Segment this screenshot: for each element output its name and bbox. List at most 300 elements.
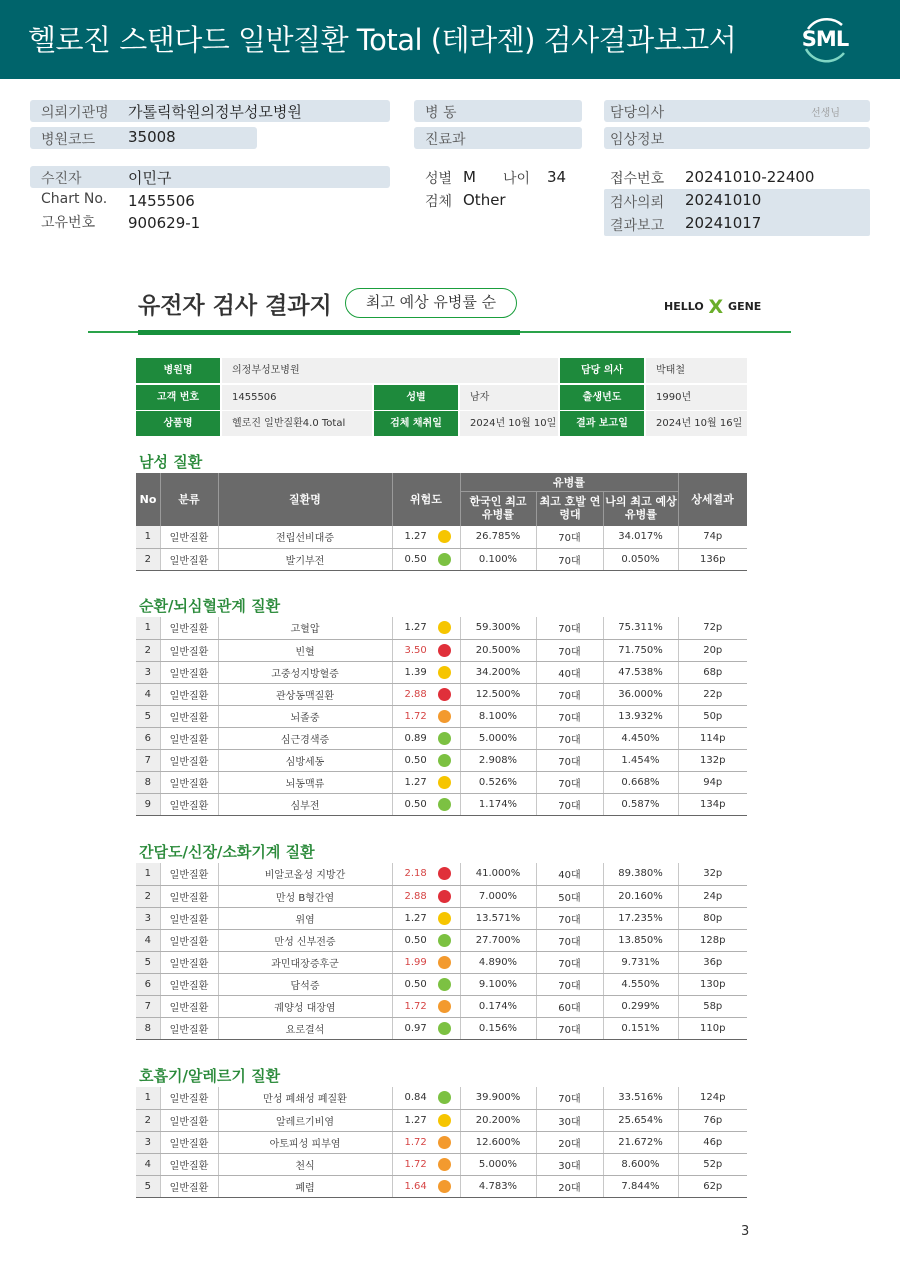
cell-korean-max: 13.571% (460, 907, 536, 929)
risk-level-green-icon (438, 1091, 451, 1104)
sml-logo-text: SML (801, 27, 849, 51)
title-rule-accent (138, 330, 520, 335)
risk-level-yellow-icon (438, 912, 451, 925)
cell-no: 6 (136, 973, 160, 995)
table-row (136, 995, 747, 1017)
risk-value: 0.50 (404, 934, 427, 946)
cell-detail-page: 62p (678, 1175, 747, 1197)
result-table-header (136, 473, 747, 526)
table-row (136, 929, 747, 951)
cell-peak-age: 70대 (536, 907, 603, 929)
cell-risk (392, 617, 460, 639)
table-row (136, 749, 747, 771)
risk-value: 2.88 (404, 688, 427, 700)
doctor-label: 담당의사 (610, 105, 665, 121)
cell-my-max: 33.516% (603, 1087, 678, 1109)
risk-value: 0.50 (404, 553, 427, 565)
cell-disease: 고중성지방혈증 (218, 661, 392, 683)
cell-risk (392, 951, 460, 973)
digestive-disease-table (136, 863, 747, 1040)
department-label: 진료과 (425, 132, 466, 148)
info-hospital-label: 병원명 (136, 358, 220, 383)
cell-category: 일반질환 (160, 995, 218, 1017)
cell-no: 4 (136, 1153, 160, 1175)
cell-my-max: 0.151% (603, 1017, 678, 1039)
sex-label: 성별 (425, 171, 453, 187)
cell-my-max: 20.160% (603, 885, 678, 907)
cell-detail-page: 114p (678, 727, 747, 749)
cell-no: 7 (136, 749, 160, 771)
risk-value: 1.27 (404, 531, 427, 543)
cell-detail-page: 68p (678, 661, 747, 683)
cell-korean-max: 34.200% (460, 661, 536, 683)
cell-detail-page: 134p (678, 793, 747, 815)
risk-value: 0.89 (404, 732, 427, 744)
table-row (136, 639, 747, 661)
cell-my-max: 13.932% (603, 705, 678, 727)
unique-no-label: 고유번호 (41, 215, 96, 231)
cell-detail-page: 136p (678, 548, 747, 570)
cell-peak-age: 70대 (536, 548, 603, 570)
table-row (136, 1017, 747, 1039)
cell-korean-max: 26.785% (460, 526, 536, 548)
info-customer-no-value: 1455506 (222, 385, 372, 410)
cell-no: 4 (136, 929, 160, 951)
risk-level-green-icon (438, 553, 451, 566)
cell-category: 일반질환 (160, 526, 218, 548)
cell-category: 일반질환 (160, 1109, 218, 1131)
chart-no-value: 1455506 (128, 192, 195, 210)
info-product-value: 헬로진 일반질환4.0 Total (222, 411, 372, 436)
cell-korean-max: 5.000% (460, 727, 536, 749)
cell-risk (392, 548, 460, 570)
header-my-max: 나의 최고 예상 유병률 (605, 495, 677, 521)
risk-level-yellow-icon (438, 666, 451, 679)
info-sampling-value: 2024년 10월 10일 (460, 411, 558, 436)
cell-disease: 만성 신부전증 (218, 929, 392, 951)
patient-field (30, 166, 390, 188)
cell-my-max: 0.050% (603, 548, 678, 570)
cell-no: 2 (136, 885, 160, 907)
risk-level-red-icon (438, 644, 451, 657)
cell-category: 일반질환 (160, 548, 218, 570)
cell-category: 일반질환 (160, 1131, 218, 1153)
result-report-value: 20241017 (685, 214, 762, 232)
cell-korean-max: 12.600% (460, 1131, 536, 1153)
reception-no-label: 접수번호 (610, 171, 665, 187)
cell-detail-page: 124p (678, 1087, 747, 1109)
hellogene-logo-right: GENE (728, 300, 762, 313)
table-row (136, 951, 747, 973)
cell-risk (392, 793, 460, 815)
cell-peak-age: 40대 (536, 661, 603, 683)
risk-level-yellow-icon (438, 621, 451, 634)
institution-field (30, 100, 390, 122)
cell-peak-age: 30대 (536, 1109, 603, 1131)
risk-value: 1.27 (404, 776, 427, 788)
report-title: 헬로진 스탠다드 일반질환 Total (테라젠) 검사결과보고서 (28, 23, 737, 57)
info-sex-label: 성별 (374, 385, 458, 410)
cell-korean-max: 20.200% (460, 1109, 536, 1131)
cell-detail-page: 130p (678, 973, 747, 995)
header-no: No (139, 493, 157, 506)
cell-disease: 심부전 (218, 793, 392, 815)
cell-risk (392, 1175, 460, 1197)
cell-my-max: 0.299% (603, 995, 678, 1017)
hellogene-x-icon: X (708, 296, 724, 318)
table-row (136, 526, 747, 548)
cell-category: 일반질환 (160, 907, 218, 929)
risk-value: 3.50 (404, 644, 427, 656)
risk-value: 1.72 (404, 1158, 427, 1170)
dates-field (604, 189, 870, 236)
table-row (136, 793, 747, 815)
cell-risk (392, 929, 460, 951)
hospital-code-field (30, 127, 257, 149)
cell-risk (392, 683, 460, 705)
risk-level-yellow-icon (438, 776, 451, 789)
cell-korean-max: 27.700% (460, 929, 536, 951)
risk-value: 1.39 (404, 666, 427, 678)
institution-label: 의뢰기관명 (41, 105, 109, 121)
cell-my-max: 1.454% (603, 749, 678, 771)
info-table (136, 358, 747, 436)
info-doctor-value: 박태철 (646, 358, 747, 383)
department-field (414, 127, 582, 149)
cell-category: 일반질환 (160, 727, 218, 749)
cell-korean-max: 0.100% (460, 548, 536, 570)
cell-peak-age: 50대 (536, 885, 603, 907)
info-birth-label: 출생년도 (560, 385, 644, 410)
cell-peak-age: 70대 (536, 973, 603, 995)
cell-my-max: 7.844% (603, 1175, 678, 1197)
hospital-code-label: 병원코드 (41, 132, 96, 148)
cell-peak-age: 70대 (536, 929, 603, 951)
cell-no: 1 (136, 863, 160, 885)
header-prevalence: 유병률 (553, 476, 585, 489)
cell-no: 5 (136, 951, 160, 973)
header-korean-max: 한국인 최고 유병률 (469, 495, 527, 521)
cell-peak-age: 70대 (536, 951, 603, 973)
table-row (136, 885, 747, 907)
risk-level-orange-icon (438, 956, 451, 969)
cell-my-max: 21.672% (603, 1131, 678, 1153)
patient-value: 이민구 (128, 169, 172, 187)
section-title-circulatory: 순환/뇌심혈관계 질환 (139, 597, 281, 615)
cell-disease: 관상동맥질환 (218, 683, 392, 705)
risk-level-orange-icon (438, 1180, 451, 1193)
cell-disease: 뇌졸중 (218, 705, 392, 727)
risk-level-yellow-icon (438, 530, 451, 543)
cell-no: 1 (136, 526, 160, 548)
cell-risk (392, 749, 460, 771)
risk-level-red-icon (438, 688, 451, 701)
risk-value: 0.50 (404, 798, 427, 810)
cell-risk (392, 639, 460, 661)
table-row (136, 617, 747, 639)
cell-category: 일반질환 (160, 929, 218, 951)
cell-peak-age: 70대 (536, 771, 603, 793)
risk-value: 1.72 (404, 1136, 427, 1148)
cell-my-max: 13.850% (603, 929, 678, 951)
risk-value: 1.27 (404, 1114, 427, 1126)
risk-value: 1.27 (404, 912, 427, 924)
info-hospital-value: 의정부성모병원 (222, 358, 558, 383)
cell-disease: 심근경색증 (218, 727, 392, 749)
risk-level-red-icon (438, 890, 451, 903)
table-row (136, 661, 747, 683)
cell-detail-page: 94p (678, 771, 747, 793)
cell-category: 일반질환 (160, 885, 218, 907)
cell-no: 9 (136, 793, 160, 815)
cell-category: 일반질환 (160, 1087, 218, 1109)
cell-detail-page: 80p (678, 907, 747, 929)
cell-no: 8 (136, 771, 160, 793)
hellogene-logo (664, 296, 761, 318)
cell-my-max: 36.000% (603, 683, 678, 705)
risk-level-orange-icon (438, 710, 451, 723)
risk-level-green-icon (438, 1022, 451, 1035)
cell-risk (392, 1131, 460, 1153)
cell-no: 5 (136, 1175, 160, 1197)
cell-my-max: 4.450% (603, 727, 678, 749)
cell-disease: 요로결석 (218, 1017, 392, 1039)
table-row (136, 727, 747, 749)
risk-value: 1.64 (404, 1180, 427, 1192)
cell-peak-age: 70대 (536, 749, 603, 771)
table-row (136, 1175, 747, 1197)
cell-korean-max: 8.100% (460, 705, 536, 727)
cell-disease: 만성 폐쇄성 폐질환 (218, 1087, 392, 1109)
table-row (136, 683, 747, 705)
cell-peak-age: 70대 (536, 1017, 603, 1039)
info-report-label: 결과 보고일 (560, 411, 644, 436)
cell-no: 4 (136, 683, 160, 705)
table-row (136, 1153, 747, 1175)
cell-peak-age: 20대 (536, 1175, 603, 1197)
cell-korean-max: 0.156% (460, 1017, 536, 1039)
doctor-field (604, 100, 870, 122)
cell-category: 일반질환 (160, 1153, 218, 1175)
cell-korean-max: 0.174% (460, 995, 536, 1017)
specimen-value: Other (463, 191, 506, 209)
risk-level-orange-icon (438, 1136, 451, 1149)
risk-level-green-icon (438, 732, 451, 745)
cell-peak-age: 70대 (536, 639, 603, 661)
risk-value: 0.84 (404, 1092, 427, 1104)
male-disease-table (136, 526, 747, 571)
cell-peak-age: 70대 (536, 683, 603, 705)
risk-value: 0.50 (404, 754, 427, 766)
cell-my-max: 89.380% (603, 863, 678, 885)
risk-level-red-icon (438, 867, 451, 880)
cell-risk (392, 863, 460, 885)
sheet-title: 유전자 검사 결과지 (138, 293, 332, 319)
cell-category: 일반질환 (160, 661, 218, 683)
result-report-label: 결과보고 (610, 218, 665, 234)
risk-level-green-icon (438, 934, 451, 947)
cell-category: 일반질환 (160, 793, 218, 815)
specimen-label: 검체 (425, 194, 453, 210)
risk-value: 1.99 (404, 956, 427, 968)
cell-detail-page: 58p (678, 995, 747, 1017)
cell-risk (392, 705, 460, 727)
cell-korean-max: 39.900% (460, 1087, 536, 1109)
cell-no: 3 (136, 907, 160, 929)
cell-korean-max: 4.783% (460, 1175, 536, 1197)
cell-risk (392, 973, 460, 995)
info-doctor-label: 담당 의사 (560, 358, 644, 383)
cell-korean-max: 20.500% (460, 639, 536, 661)
cell-my-max: 75.311% (603, 617, 678, 639)
info-sex-value: 남자 (460, 385, 558, 410)
risk-level-orange-icon (438, 1000, 451, 1013)
clinical-info-label: 임상정보 (610, 132, 665, 148)
unique-no-value: 900629-1 (128, 214, 201, 232)
test-request-value: 20241010 (685, 191, 762, 209)
cell-category: 일반질환 (160, 705, 218, 727)
risk-value: 2.88 (404, 890, 427, 902)
cell-no: 3 (136, 1131, 160, 1153)
cell-disease: 천식 (218, 1153, 392, 1175)
cell-no: 8 (136, 1017, 160, 1039)
info-customer-no-label: 고객 번호 (136, 385, 220, 410)
test-request-label: 검사의뢰 (610, 195, 665, 211)
cell-category: 일반질환 (160, 951, 218, 973)
risk-value: 0.50 (404, 978, 427, 990)
cell-disease: 심방세동 (218, 749, 392, 771)
doctor-suffix: 선생님 (811, 108, 840, 119)
cell-korean-max: 4.890% (460, 951, 536, 973)
cell-no: 5 (136, 705, 160, 727)
table-row (136, 863, 747, 885)
header-risk: 위험도 (410, 493, 442, 506)
cell-no: 6 (136, 727, 160, 749)
header-divider (603, 491, 604, 526)
risk-value: 1.72 (404, 1000, 427, 1012)
cell-disease: 담석증 (218, 973, 392, 995)
cell-korean-max: 59.300% (460, 617, 536, 639)
cell-disease: 뇌동맥류 (218, 771, 392, 793)
cell-no: 1 (136, 1087, 160, 1109)
risk-level-orange-icon (438, 1158, 451, 1171)
sort-pill: 최고 예상 유병률 순 (345, 288, 517, 318)
clinical-info-field (604, 127, 870, 149)
sml-logo (798, 13, 852, 67)
cell-peak-age: 70대 (536, 727, 603, 749)
risk-level-green-icon (438, 978, 451, 991)
cell-category: 일반질환 (160, 771, 218, 793)
cell-peak-age: 70대 (536, 793, 603, 815)
table-row (136, 548, 747, 570)
ward-label: 병 동 (425, 105, 457, 121)
cell-category: 일반질환 (160, 973, 218, 995)
cell-peak-age: 70대 (536, 705, 603, 727)
cell-korean-max: 1.174% (460, 793, 536, 815)
cell-disease: 과민대장증후군 (218, 951, 392, 973)
cell-peak-age: 70대 (536, 617, 603, 639)
risk-level-green-icon (438, 798, 451, 811)
cell-detail-page: 20p (678, 639, 747, 661)
cell-detail-page: 22p (678, 683, 747, 705)
chart-no-label: Chart No. (41, 191, 108, 207)
cell-risk (392, 995, 460, 1017)
cell-peak-age: 40대 (536, 863, 603, 885)
cell-risk (392, 727, 460, 749)
info-product-label: 상품명 (136, 411, 220, 436)
cell-my-max: 47.538% (603, 661, 678, 683)
cell-disease: 폐렴 (218, 1175, 392, 1197)
cell-category: 일반질환 (160, 1175, 218, 1197)
cell-risk (392, 1153, 460, 1175)
cell-no: 1 (136, 617, 160, 639)
table-row (136, 1131, 747, 1153)
cell-disease: 알레르기비염 (218, 1109, 392, 1131)
table-row (136, 973, 747, 995)
cell-detail-page: 32p (678, 863, 747, 885)
cell-korean-max: 5.000% (460, 1153, 536, 1175)
table-row (136, 1087, 747, 1109)
age-value: 34 (547, 168, 567, 186)
respiratory-disease-table (136, 1087, 747, 1198)
cell-disease: 비알코올성 지방간 (218, 863, 392, 885)
section-title-male: 남성 질환 (139, 453, 203, 471)
cell-no: 2 (136, 639, 160, 661)
cell-category: 일반질환 (160, 1017, 218, 1039)
institution-value: 가톨릭학원의정부성모병원 (128, 103, 302, 121)
reception-no-value: 20241010-22400 (685, 168, 815, 186)
cell-disease: 빈혈 (218, 639, 392, 661)
cell-my-max: 34.017% (603, 526, 678, 548)
header-disease: 질환명 (289, 493, 321, 506)
risk-value: 2.18 (404, 868, 427, 880)
cell-detail-page: 36p (678, 951, 747, 973)
cell-my-max: 25.654% (603, 1109, 678, 1131)
page-number: 3 (741, 1224, 750, 1239)
cell-disease: 고혈압 (218, 617, 392, 639)
cell-no: 7 (136, 995, 160, 1017)
cell-peak-age: 70대 (536, 526, 603, 548)
cell-disease: 궤양성 대장염 (218, 995, 392, 1017)
cell-detail-page: 50p (678, 705, 747, 727)
ward-field (414, 100, 582, 122)
cell-detail-page: 128p (678, 929, 747, 951)
cell-no: 2 (136, 1109, 160, 1131)
table-row (136, 771, 747, 793)
table-row (136, 705, 747, 727)
cell-disease: 아토피성 피부염 (218, 1131, 392, 1153)
risk-value: 1.27 (404, 622, 427, 634)
risk-value: 0.97 (404, 1022, 427, 1034)
cell-korean-max: 41.000% (460, 863, 536, 885)
cell-korean-max: 9.100% (460, 973, 536, 995)
cell-category: 일반질환 (160, 639, 218, 661)
cell-peak-age: 20대 (536, 1131, 603, 1153)
hospital-code-value: 35008 (128, 128, 176, 146)
table-row (136, 1109, 747, 1131)
cell-disease: 만성 B형간염 (218, 885, 392, 907)
header-category: 분류 (178, 493, 200, 506)
section-title-digestive: 간담도/신장/소화기계 질환 (139, 843, 315, 861)
cell-detail-page: 24p (678, 885, 747, 907)
cell-risk (392, 1017, 460, 1039)
table-row (136, 907, 747, 929)
cell-peak-age: 70대 (536, 1087, 603, 1109)
cell-category: 일반질환 (160, 749, 218, 771)
sex-value: M (463, 168, 476, 186)
cell-category: 일반질환 (160, 863, 218, 885)
header-detail: 상세결과 (691, 493, 734, 506)
